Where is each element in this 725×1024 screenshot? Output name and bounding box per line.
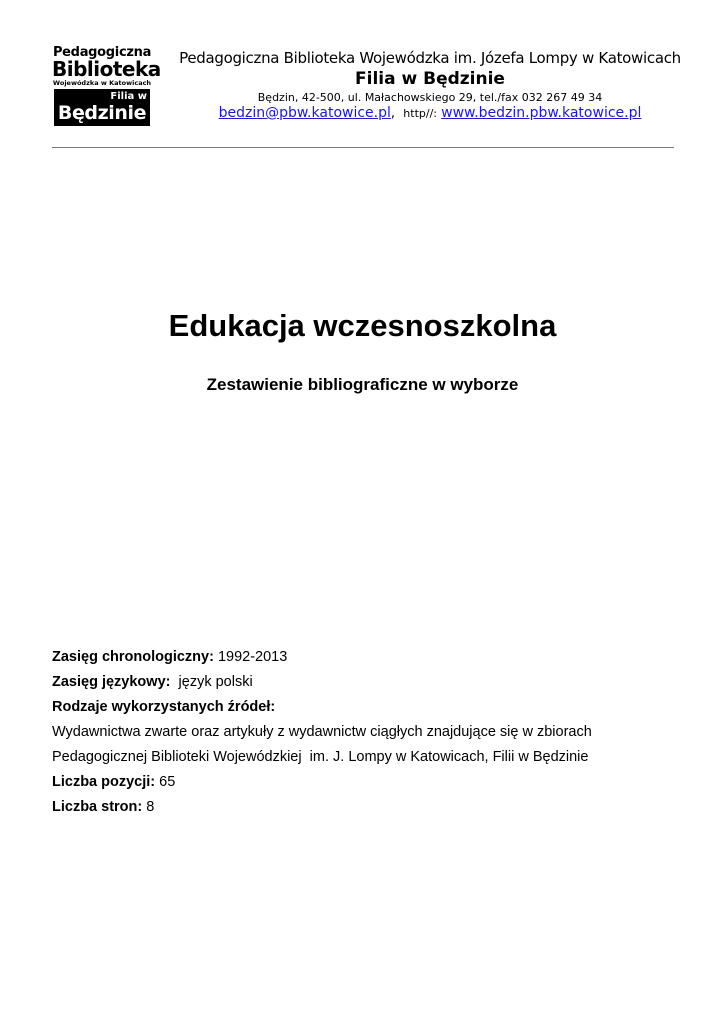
logo-branch-box [54,89,150,126]
contact-separator: , [390,106,396,121]
count-value: 65 [159,774,176,790]
language-row [52,670,692,695]
pages-row [52,795,692,820]
logo-line-3: Wojewódzka w Katowicach [52,79,152,87]
chrono-label: Zasięg chronologiczny: [52,649,214,665]
email-link[interactable]: bedzin@pbw.katowice.pl [218,105,391,121]
logo-city: Będzinie [57,102,147,124]
document-subtitle: Zestawienie bibliograficzne w wyborze [206,375,519,394]
institution-name: Pedagogiczna Biblioteka Wojewódzka im. Józefa Lompy w Katowicach [179,49,681,67]
logo-line-1: Pedagogiczna [52,45,152,60]
count-row [52,770,692,795]
pages-label: Liczba stron: [52,799,143,815]
logo-filia: Filia w [110,91,147,102]
count-label: Liczba pozycji: [52,774,156,790]
document-title: Edukacja wczesnoszkolna [168,308,557,343]
language-label: Zasięg językowy: [52,674,171,690]
http-label: http//: [403,107,437,120]
chrono-value: 1992-2013 [217,649,288,665]
logo-line-2: Biblioteka [52,57,161,81]
pages-value: 8 [146,799,155,815]
letterhead [160,48,700,122]
bibliography-metadata [52,645,692,820]
language-value: język polski [178,674,253,690]
chrono-row [52,645,692,670]
address: Będzin, 42-500, ul. Małachowskiego 29, tel./fax 032 267 49 34 [257,91,603,104]
sources-row [52,695,692,720]
contact-line [160,105,700,122]
library-logo [52,45,161,126]
sources-line-1: Wydawnictwa zwarte oraz artykuły z wydawnictw ciągłych znajdujące się w zbiorach [52,724,592,740]
sources-line-2: Pedagogicznej Biblioteki Wojewódzkiej im. J. Lompy w Katowicach, Filii w Będzinie [52,749,589,765]
website-link[interactable]: www.bedzin.pbw.katowice.pl [441,105,642,121]
header-divider [52,147,674,148]
branch-name: Filia w Będzinie [355,69,505,89]
sources-label: Rodzaje wykorzystanych źródeł: [52,699,276,715]
